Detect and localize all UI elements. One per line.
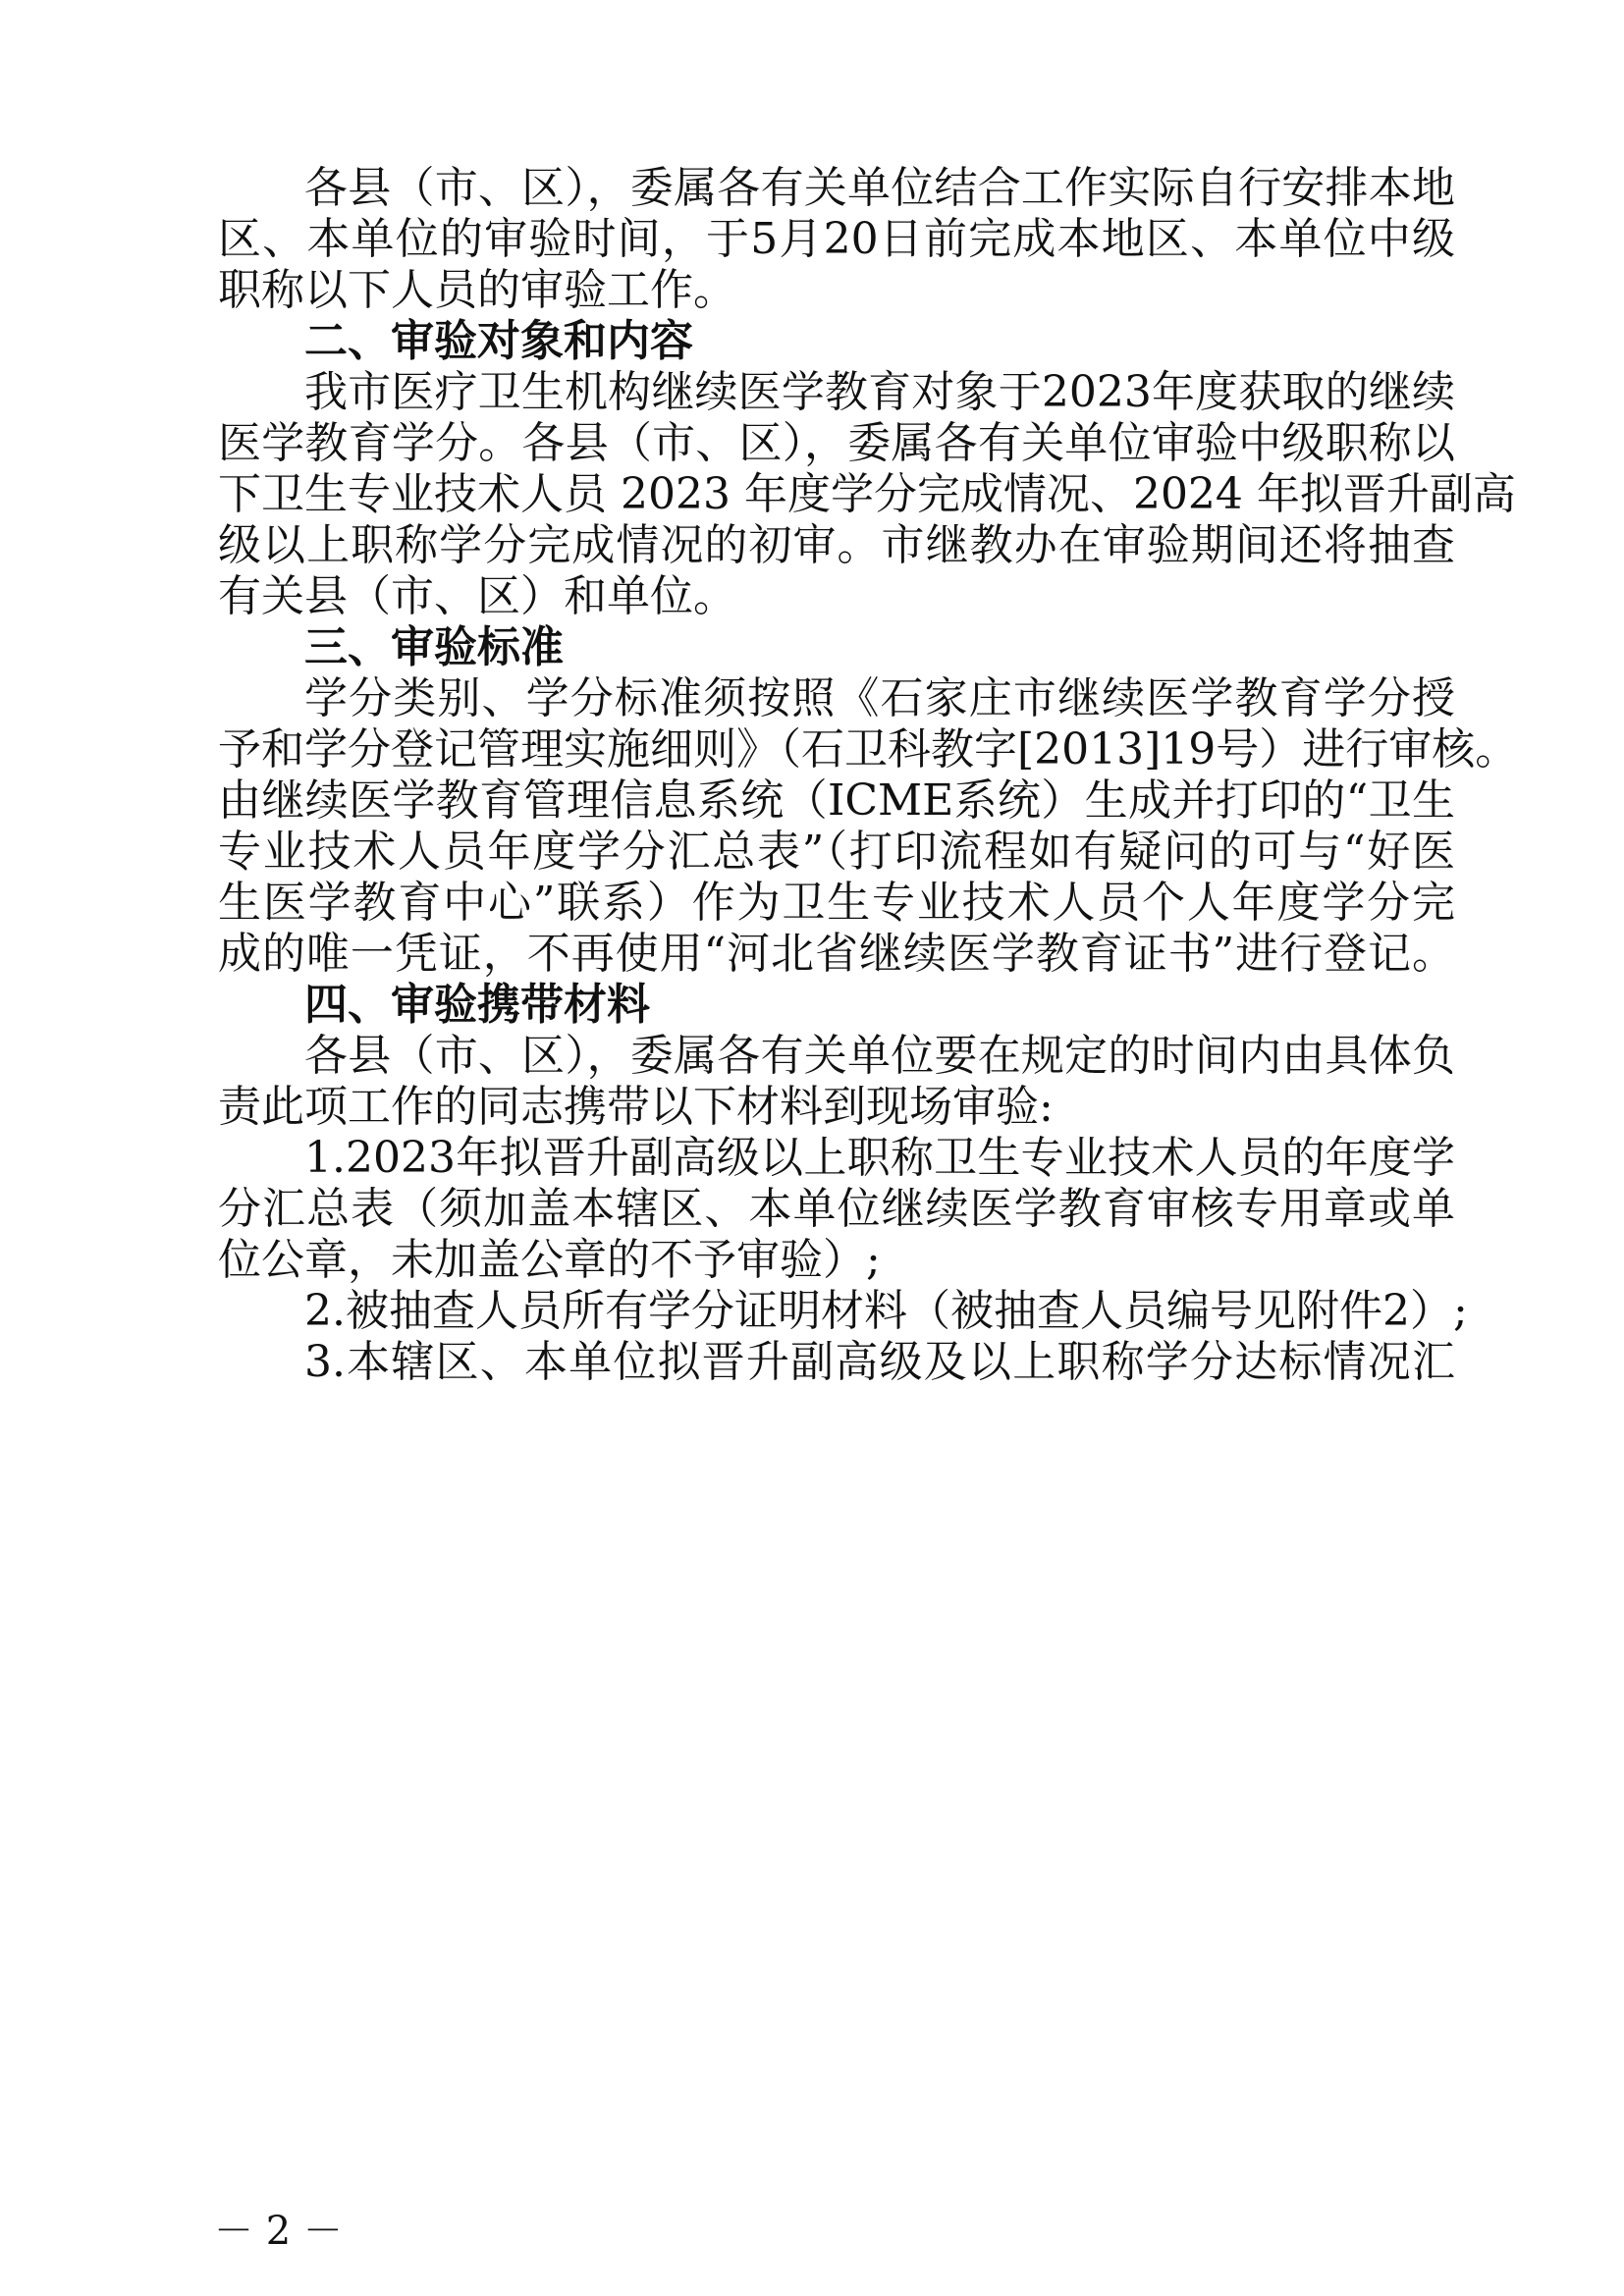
section-2-line-4: 级以上职称学分完成情况的初审。市继教办在审验期间还将抽查 <box>218 520 1455 570</box>
section-2-line-1: 我市医疗卫生机构继续医学教育对象于2023年度获取的继续 <box>304 367 1455 417</box>
paragraph-1-line-2: 区、本单位的审验时间，于5月20日前完成本地区、本单位中级 <box>218 214 1455 264</box>
section-3-line-2: 予和学分登记管理实施细则》（石卫科教字[2013]19号）进行审核。 <box>218 724 1519 774</box>
section-4-line-6: 2.被抽查人员所有学分证明材料（被抽查人员编号见附件2）; <box>304 1286 1468 1336</box>
section-3-line-4: 专业技术人员年度学分汇总表”（打印流程如有疑问的可与“好医 <box>218 827 1455 877</box>
section-4-line-1: 各县（市、区），委属各有关单位要在规定的时间内由具体负 <box>304 1031 1455 1081</box>
section-4-line-2: 责此项工作的同志携带以下材料到现场审验: <box>218 1082 1054 1132</box>
section-4-line-5: 位公章，未加盖公章的不予审验）; <box>218 1235 881 1285</box>
section-3-heading: 三、审验标准 <box>304 622 564 672</box>
section-2-line-2: 医学教育学分。各县（市、区），委属各有关单位审验中级职称以 <box>218 418 1455 468</box>
section-2-heading: 二、审验对象和内容 <box>304 316 693 366</box>
paragraph-1-line-3: 职称以下人员的审验工作。 <box>218 265 736 315</box>
section-2-line-3: 下卫生专业技术人员 2023 年度学分完成情况、2024 年拟晋升副高 <box>218 469 1516 519</box>
section-4-line-7: 3.本辖区、本单位拟晋升副高级及以上职称学分达标情况汇 <box>304 1337 1455 1387</box>
page-number: － 2 － <box>214 2209 343 2254</box>
section-3-line-1: 学分类别、学分标准须按照《石家庄市继续医学教育学分授 <box>304 673 1455 723</box>
section-2-line-5: 有关县（市、区）和单位。 <box>218 571 736 621</box>
section-4-line-3: 1.2023年拟晋升副高级以上职称卫生专业技术人员的年度学 <box>304 1133 1455 1183</box>
section-4-heading: 四、审验携带材料 <box>304 980 650 1030</box>
section-3-line-6: 成的唯一凭证，不再使用“河北省继续医学教育证书”进行登记。 <box>218 929 1455 979</box>
section-3-line-5: 生医学教育中心”联系）作为卫生专业技术人员个人年度学分完 <box>218 878 1455 928</box>
section-4-line-4: 分汇总表（须加盖本辖区、本单位继续医学教育审核专用章或单 <box>218 1184 1455 1234</box>
section-3-line-3: 由继续医学教育管理信息系统（ICME系统）生成并打印的“卫生 <box>218 775 1455 826</box>
paragraph-1-line-1: 各县（市、区），委属各有关单位结合工作实际自行安排本地 <box>304 163 1455 213</box>
